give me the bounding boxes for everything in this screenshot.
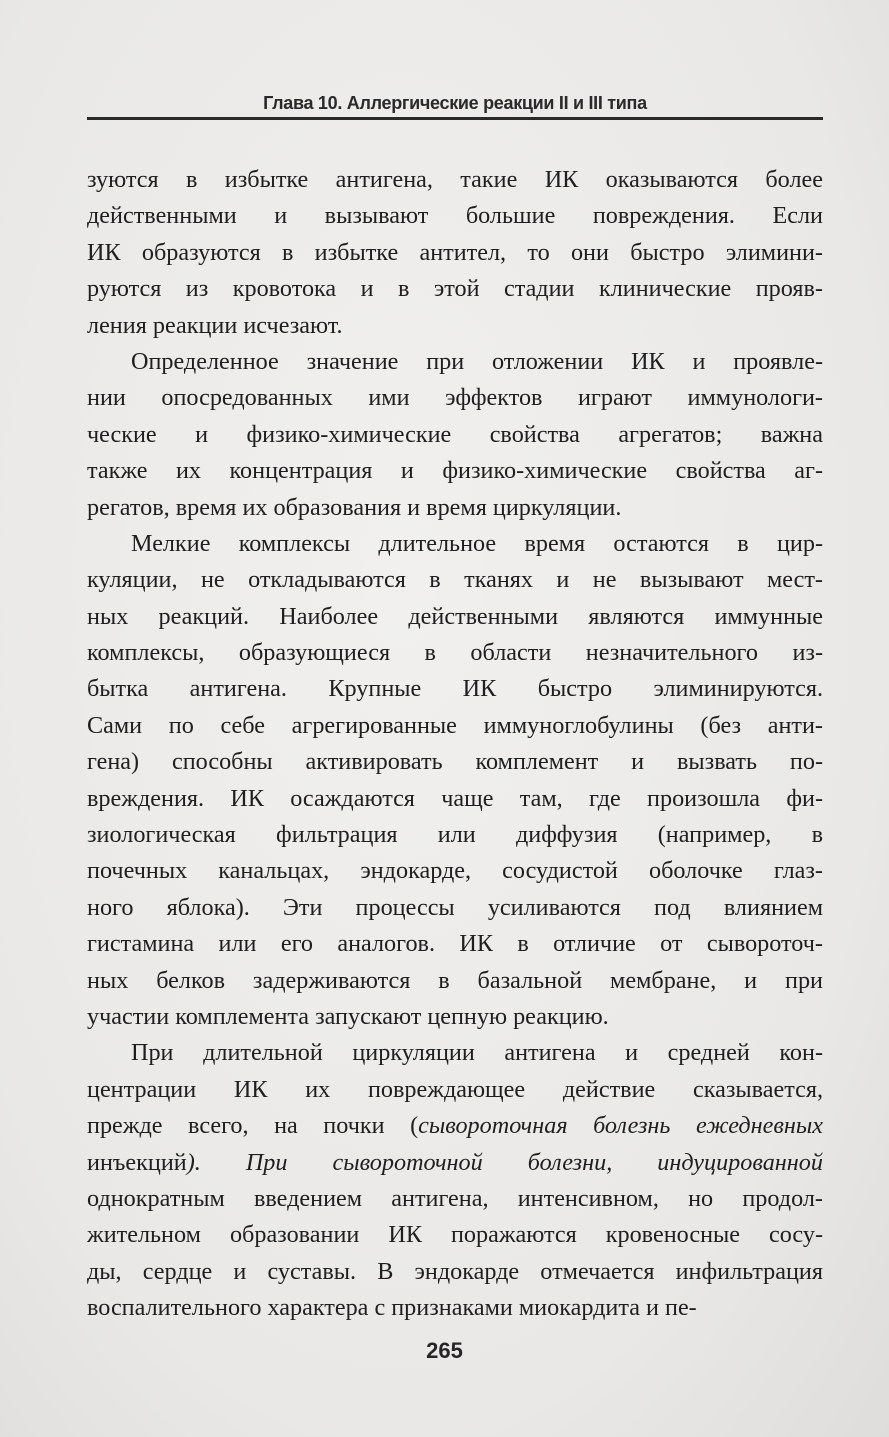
text-line: Мелкие комплексы длительное время остаются в цир- — [131, 529, 823, 557]
text-line: комплексы, образующиеся в области незначительного из- — [87, 639, 823, 667]
running-head — [87, 92, 823, 120]
text-line: центрации ИК их повреждающее действие сказывается, — [87, 1075, 823, 1103]
text-line: участии комплемента запускают цепную реакцию. — [87, 1002, 609, 1030]
italic-term: ). При сывороточной болезни, индуцированной — [186, 1148, 823, 1176]
text-line: руются из кровотока и в этой стадии клинические прояв- — [87, 275, 823, 303]
text-line: гистамина или его аналогов. ИК в отличие от сывороточ- — [87, 930, 823, 958]
text-line: прежде всего, на почки (сывороточная болезнь ежедневных — [87, 1112, 823, 1140]
text-line: бытка антигена. Крупные ИК быстро элиминируются. — [87, 675, 823, 703]
page-number: 265 — [426, 1338, 463, 1363]
text-line: куляции, не откладываются в тканях и не вызывают мест- — [87, 566, 823, 594]
text-line: ных реакций. Наиболее действенными являются иммунные — [87, 602, 823, 630]
text-line: почечных канальцах, эндокарде, сосудистой оболочке глаз- — [87, 857, 823, 885]
text-line: жительном образовании ИК поражаются кровеносные сосу- — [87, 1221, 823, 1249]
chapter-title: Глава 10. Аллергические реакции II и III типа — [263, 93, 647, 113]
body-text — [87, 162, 823, 1327]
text-line: ных белков задерживаются в базальной мембране, и при — [87, 966, 823, 994]
text-line: вреждения. ИК осаждаются чаще там, где произошла фи- — [87, 784, 823, 812]
text-line: нии опосредованных ими эффектов играют иммунологи- — [87, 384, 823, 412]
text-line: зуются в избытке антигена, такие ИК оказываются более — [87, 166, 823, 193]
text-line: ческие и физико-химические свойства агрегатов; важна — [87, 420, 823, 448]
text-line: однократным введением антигена, интенсивном, но продол- — [87, 1184, 823, 1212]
text-line: ИК образуются в избытке антител, то они быстро элимини- — [87, 238, 823, 266]
text-line: Определенное значение при отложении ИК и проявле- — [131, 347, 823, 375]
text-line: воспалительного характера с признаками миокардита и пе- — [87, 1294, 697, 1322]
text-line: действенными и вызывают большие повреждения. Если — [87, 202, 823, 230]
text-line: гена) способны активировать комплемент и вызвать по- — [87, 748, 823, 776]
text-line: ления реакции исчезают. — [87, 311, 343, 339]
text-line: При длительной циркуляции антигена и средней кон- — [131, 1039, 823, 1067]
text-line: инъекций). При сывороточной болезни, индуцированной — [87, 1148, 823, 1176]
text-line: ного яблока). Эти процессы усиливаются под влиянием — [87, 893, 823, 921]
text-line: зиологическая фильтрация или диффузия (например, в — [87, 821, 823, 849]
text-line: ды, сердце и суставы. В эндокарде отмечается инфильтрация — [87, 1257, 823, 1285]
text-line: также их концентрация и физико-химические свойства аг- — [87, 457, 823, 485]
text-line: Сами по себе агрегированные иммуноглобулины (без анти- — [87, 711, 823, 739]
italic-term: сывороточная болезнь ежедневных — [418, 1112, 823, 1140]
text-line: регатов, время их образования и время циркуляции. — [87, 493, 622, 521]
